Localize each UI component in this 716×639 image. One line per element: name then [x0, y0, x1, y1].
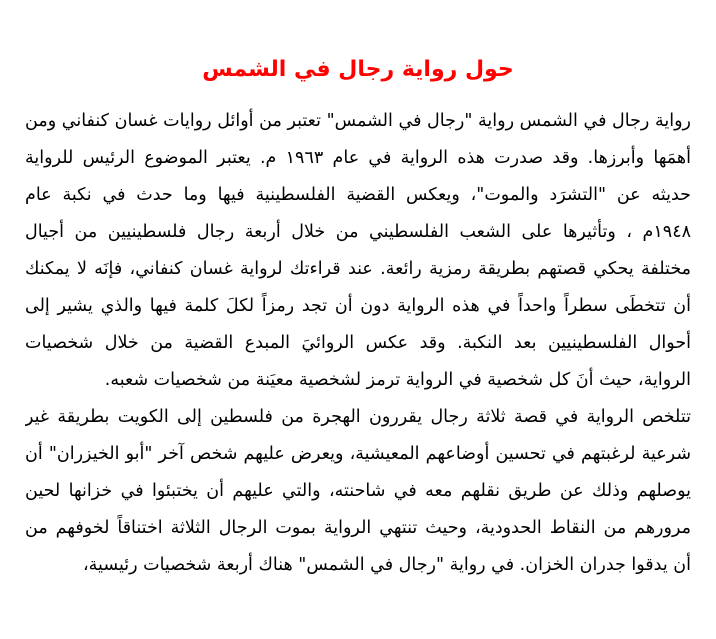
text-line: حديثه عن "التشرَد والموت"، ويعكس القضية الفلسطينية فيها وما حدث في نكبة عام: [25, 185, 691, 205]
text-line: رواية رجال في الشمس رواية "رجال في الشمس" تعتبر من أوائل روايات غسان كنفاني ومن: [25, 111, 691, 131]
document-title: حول رواية رجال في الشمس: [202, 57, 514, 82]
text-line: تتلخص الرواية في قصة ثلاثة رجال يقررون الهجرة من فلسطين إلى الكويت بطريقة غير: [25, 407, 691, 427]
text-line: مختلفة يحكي قصتهم بطريقة رمزية رائعة. عند قراءتك لرواية غسان كنفاني، فإنَه لا يمكنك: [25, 259, 691, 279]
text-line: أن يدقوا جدران الخزان. في رواية "رجال في الشمس" هناك أربعة شخصيات رئيسية،: [83, 555, 691, 575]
document-page: [0, 54, 716, 639]
paragraph: [25, 103, 691, 399]
text-line: ١٩٤٨م ، وتأثيرها على الشعب الفلسطيني من خلال أربعة رجال فلسطينيين من أجيال: [25, 222, 691, 242]
text-line: أحوال الفلسطينيين بعد النكبة. وقد عكس الروائيَ المبدع القضية من خلال شخصيات: [25, 333, 691, 353]
text-line: شرعية لرغبتهم في تحسين أوضاعهم المعيشية، ويعرض عليهم شخص آخر "أبو الخيزران" أن: [25, 444, 691, 464]
text-line: الرواية، حيث أنَ كل شخصية في الرواية ترمز لشخصية معيَنة من شخصيات شعبه.: [104, 370, 691, 390]
text-line: أهمَها وأبرزها. وقد صدرت هذه الرواية في عام ١٩٦٣ م. يعتبر الموضوع الرئيس للرواية: [25, 148, 691, 168]
text-line: أن تتخطَى سطراً واحداً في هذه الرواية دون أن تجد رمزاً لكلَ كلمة فيها والذي يشير إلى: [25, 296, 691, 316]
paragraph: [25, 399, 691, 584]
document-body: [25, 103, 691, 584]
text-line: يوصلهم وذلك عن طريق نقلهم معه في شاحنته، والتي عليهم أن يختبئوا في خزانها لحين: [25, 481, 691, 501]
text-line: مرورهم من النقاط الحدودية، وحيث تنتهي الرواية بموت الرجال الثلاثة اختناقاً لخوفهم من: [25, 518, 691, 538]
